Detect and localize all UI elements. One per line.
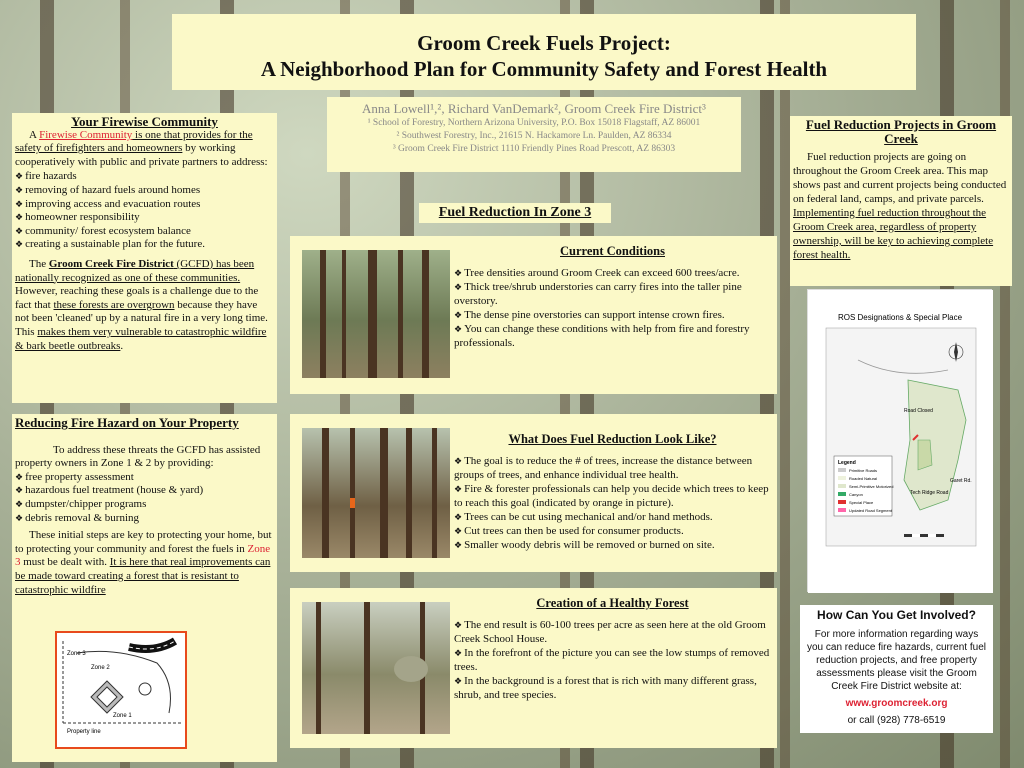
scale-bar	[904, 534, 944, 537]
zone2-label: Zone 2	[91, 665, 110, 671]
get-involved-panel	[800, 605, 993, 733]
zone3-text: Zone 3	[15, 542, 271, 569]
legend-item: Special Place	[849, 500, 874, 505]
legend-item: Roaded Natural	[849, 476, 878, 481]
list-item: ❖ Tree densities around Groom Creek can exceed 600 trees/acre.	[454, 266, 771, 280]
current-conditions-text	[454, 244, 771, 350]
list-item: ❖ homeowner responsibility	[15, 211, 274, 225]
zone-diagram-graphic	[57, 633, 185, 747]
get-involved-body: For more information regarding ways you can reduce fire hazards, current fuel reduction projects, and free property assessments please visit the Groom Creek Fire District website at:	[807, 629, 986, 692]
map-label-road-closed: Road Closed	[904, 408, 933, 414]
healthy-forest-heading: Creation of a Healthy Forest	[536, 596, 689, 610]
firewise-community-link[interactable]: Firewise Community	[39, 128, 133, 141]
website-link[interactable]: www.groomcreek.org	[845, 698, 948, 709]
intro-text-underlined: is one that provides for the safety of firefighters and homeowners	[15, 128, 253, 155]
reducing-panel	[12, 414, 277, 762]
author-names: Anna Lowell¹,², Richard VanDemark², Groom Creek Fire District³	[362, 101, 706, 116]
poster-title-line2: A Neighborhood Plan for Community Safety and Forest Health	[260, 57, 828, 81]
legend-title: Legend	[838, 460, 856, 466]
list-item: ❖ The end result is 60-100 trees per acre as seen here at the old Groom Creek School House.	[454, 618, 771, 646]
healthy-forest-list	[454, 618, 771, 702]
affiliation-2: ² Southwest Forestry, Inc., 21615 N. Hackamore Ln. Paulden, AZ 86334	[396, 131, 672, 141]
list-item: ❖ Thick tree/shrub understories can carry fires into the taller pine overstory.	[454, 280, 771, 308]
list-item: ❖ creating a sustainable plan for the future.	[15, 238, 274, 252]
list-item: ❖ free property assessment	[15, 471, 274, 485]
intro-text-end: by working cooperatively with public and private partners to address:	[15, 142, 268, 168]
firewise-panel	[12, 113, 277, 403]
gcfd-paragraph	[15, 258, 274, 353]
text-underlined: makes them very vulnerable to catastrophic wildfire & bark beetle outbreaks	[15, 325, 267, 352]
text-underlined: (GCFD) has been nationally recognized as one of these communities.	[15, 257, 255, 284]
intro-text: A	[29, 128, 40, 141]
zone3-paragraph	[15, 529, 274, 597]
dense-forest-photo	[302, 250, 450, 378]
list-item: ❖ In the background is a forest that is rich with many different grass, shrub, and tree species.	[454, 674, 771, 702]
property-line-label: Property line	[67, 729, 101, 735]
current-conditions-heading: Current Conditions	[560, 244, 665, 258]
text: because they have not been 'cleaned' up by a natural fire in a very long time. This	[15, 298, 268, 338]
map-label-tech-ridge: Tech Ridge Road	[910, 490, 949, 496]
list-item: ❖ improving access and evacuation routes	[15, 198, 274, 212]
list-item: ❖ dumpster/chipper programs	[15, 498, 274, 512]
text: The	[29, 257, 49, 270]
firewise-heading: Your Firewise Community	[71, 114, 218, 129]
text: .	[120, 339, 124, 352]
authors-panel	[327, 97, 741, 172]
projects-heading: Fuel Reduction Projects in Groom Creek	[805, 117, 997, 146]
reducing-heading: Reducing Fire Hazard on Your Property	[15, 415, 239, 430]
fuel-reduction-look-heading: What Does Fuel Reduction Look Like?	[508, 432, 717, 446]
firewise-list	[15, 170, 274, 252]
list-item: ❖ The goal is to reduce the # of trees, increase the distance between groups of trees, and enhance individual tree health.	[454, 454, 771, 482]
zone-diagram	[55, 631, 187, 749]
list-item: ❖ fire hazards	[15, 170, 274, 184]
text-underlined: It is here that real improvements can be made toward creating a forest that is resistant to catastrophic wildfire	[15, 556, 271, 596]
legend-item: Updated Road Segment	[849, 508, 892, 513]
text: Fuel reduction projects are going on throughout the Groom Creek area. This map shows past and current projects being conducted on federal land, camps, and private parcels.	[793, 151, 1007, 205]
zone1-label: Zone 1	[113, 713, 132, 719]
legend-item: Canyon	[849, 492, 863, 497]
list-item: ❖ community/ forest ecosystem balance	[15, 225, 274, 239]
text: These initial steps are key to protecting your home, but to protecting your community and forest the fuels in	[15, 529, 272, 555]
fuel-reduction-look-text	[454, 432, 771, 552]
title-panel	[172, 14, 916, 90]
list-item: ❖ Trees can be cut using mechanical and/or hand methods.	[454, 510, 771, 524]
list-item: ❖ Smaller woody debris will be removed or burned on site.	[454, 538, 771, 552]
current-conditions-panel	[290, 236, 777, 394]
text-underlined: Implementing fuel reduction throughout the Groom Creek area, regardless of property ownership, will be key to achieving complete forest health.	[793, 207, 994, 261]
healthy-forest-panel	[290, 588, 777, 748]
get-involved-heading: How Can You Get Involved?	[817, 608, 976, 622]
zone3-label: Zone 3	[67, 651, 86, 657]
ros-map	[807, 289, 992, 592]
map-title: ROS Designations & Special Place	[837, 313, 963, 322]
list-item: ❖ hazardous fuel treatment (house & yard)	[15, 484, 274, 498]
ros-map-graphic	[808, 290, 993, 593]
zone3-section-label	[419, 203, 611, 223]
fuel-reduction-look-panel	[290, 414, 777, 572]
list-item: ❖ removing of hazard fuels around homes	[15, 184, 274, 198]
legend-item: Primitive Roads	[849, 468, 878, 473]
zone3-label-text: Fuel Reduction In Zone 3	[438, 205, 592, 220]
list-item: ❖ debris removal & burning	[15, 512, 274, 526]
affiliation-1: ¹ School of Forestry, Northern Arizona University, P.O. Box 15018 Flagstaff, AZ 86001	[367, 118, 701, 128]
projects-panel	[790, 116, 1012, 286]
marked-trees-photo	[302, 428, 450, 558]
legend-item: Semi-Primitive Motorized	[849, 484, 894, 489]
healthy-forest-photo	[302, 602, 450, 734]
healthy-forest-text	[454, 596, 771, 702]
phone-number: or call (928) 778-6519	[847, 715, 946, 726]
list-item: ❖ The dense pine overstories can support intense crown fires.	[454, 308, 771, 322]
reducing-list	[15, 471, 274, 525]
fuel-reduction-look-list	[454, 454, 771, 552]
reducing-intro: To address these threats the GCFD has assisted property owners in Zone 1 & 2 by providing:	[15, 443, 261, 470]
text-underlined: these forests are overgrown	[53, 298, 175, 311]
text: However, reaching these goals is a challenge due to the fact that	[15, 285, 259, 311]
list-item: ❖ Fire & forester professionals can help you decide which trees to keep to reach this goal (indicated by orange in picture).	[454, 482, 771, 510]
list-item: ❖ You can change these conditions with help from fire and forestry professionals.	[454, 322, 771, 350]
current-conditions-list	[454, 266, 771, 350]
poster-title-line1: Groom Creek Fuels Project:	[417, 31, 671, 55]
gcfd-name: Groom Creek Fire District	[48, 257, 174, 270]
firewise-intro	[15, 129, 274, 170]
map-label-garet: Garet Rd.	[950, 478, 972, 484]
list-item: ❖ Cut trees can then be used for consumer products.	[454, 524, 771, 538]
list-item: ❖ In the forefront of the picture you can see the low stumps of removed trees.	[454, 646, 771, 674]
projects-paragraph	[793, 150, 1009, 262]
text: must be dealt with.	[20, 556, 110, 569]
affiliation-3: ³ Groom Creek Fire District 1110 Friendly Pines Road Prescott, AZ 86303	[392, 144, 676, 154]
